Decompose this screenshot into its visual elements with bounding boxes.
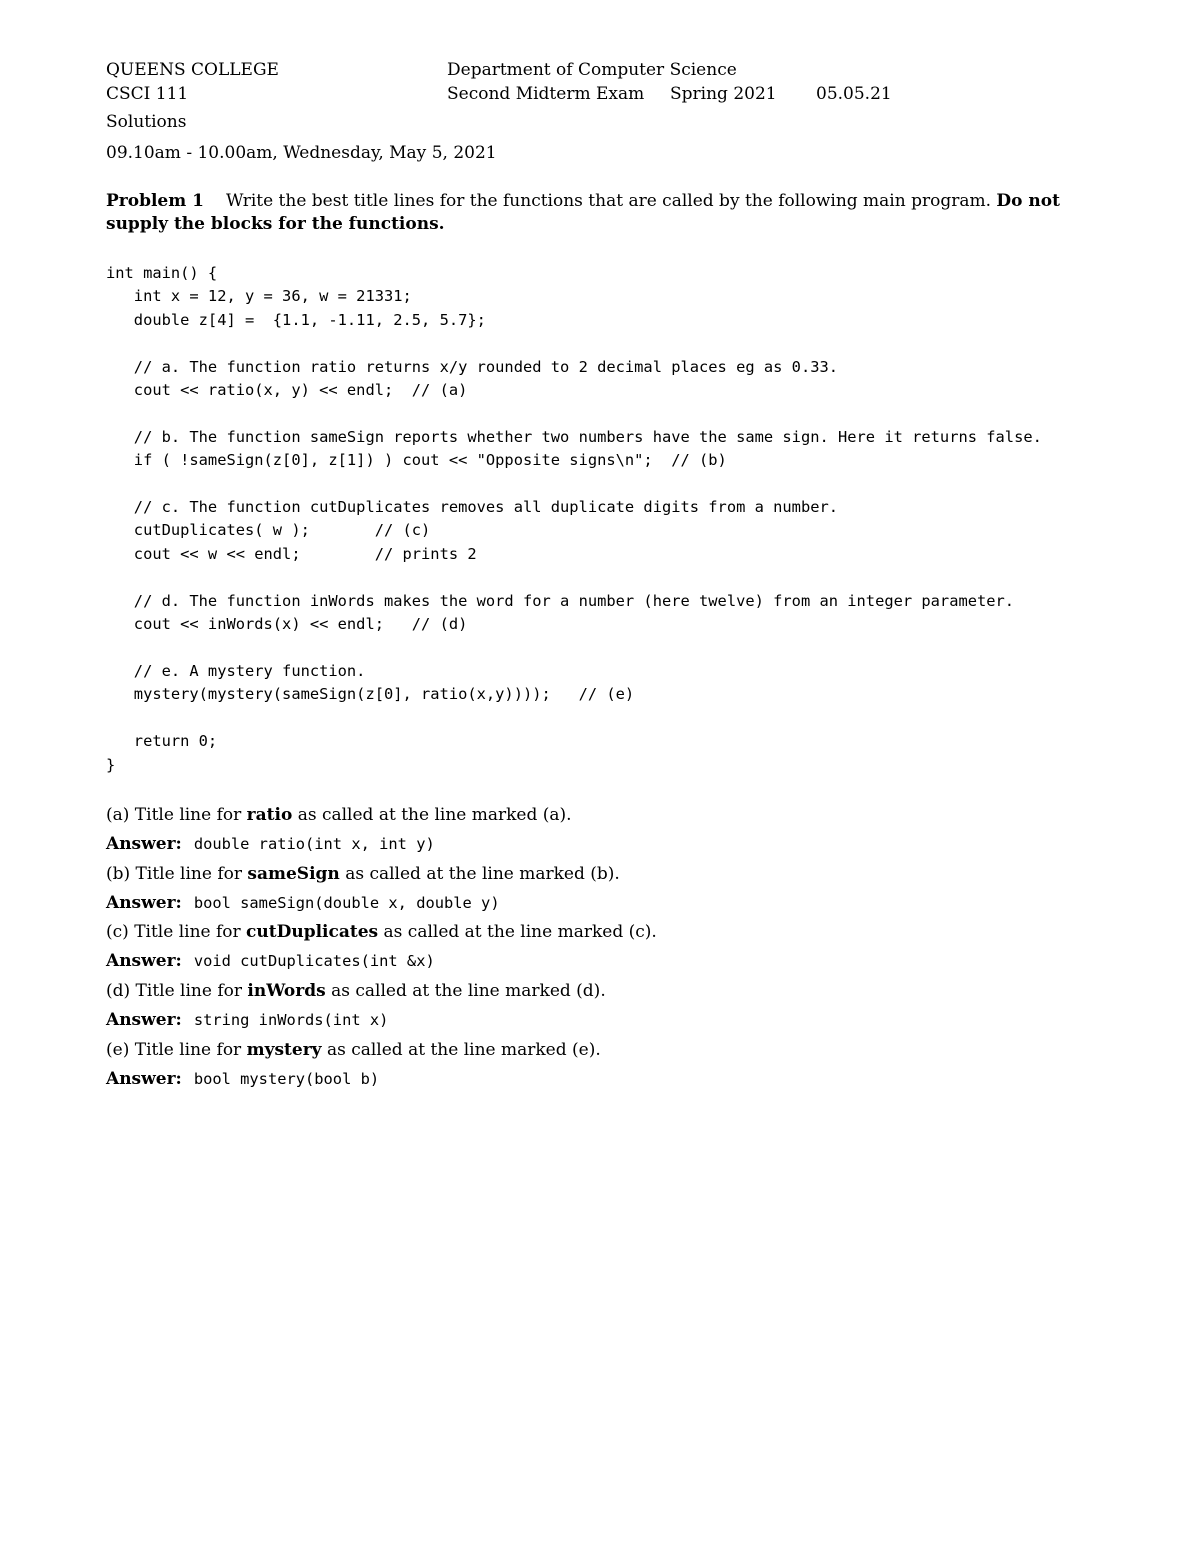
code-line: // b. The function sameSign reports whether two numbers have the same sign. Here it returns false. xyxy=(106,427,1042,446)
answer-a xyxy=(106,833,435,855)
code-line: cutDuplicates( w ); // (c) xyxy=(106,521,431,540)
code-line: double z[4] = {1.1, -1.11, 2.5, 5.7}; xyxy=(106,310,486,329)
function-name: sameSign xyxy=(247,864,340,884)
answer-b xyxy=(106,892,500,914)
answer-code: string inWords(int x) xyxy=(193,1011,389,1029)
answer-code: bool sameSign(double x, double y) xyxy=(193,894,500,912)
function-name: mystery xyxy=(246,1040,322,1060)
function-name: cutDuplicates xyxy=(246,922,379,942)
problem-label: Problem 1 xyxy=(106,191,204,211)
answer-label: Answer: xyxy=(106,834,182,854)
question-d: (d) Title line for inWords as called at the line marked (d). xyxy=(106,981,606,1001)
answer-label: Answer: xyxy=(106,1010,182,1030)
exam-time: 09.10am - 10.00am, Wednesday, May 5, 2021 xyxy=(106,143,497,163)
code-line: // e. A mystery function. xyxy=(106,661,366,680)
code-line: int main() { xyxy=(106,264,218,282)
answer-code: double ratio(int x, int y) xyxy=(193,835,435,853)
problem-statement xyxy=(106,190,1116,236)
question-c: (c) Title line for cutDuplicates as called at the line marked (c). xyxy=(106,922,657,942)
answer-label: Answer: xyxy=(106,951,182,971)
answer-d xyxy=(106,1009,388,1031)
college-name: QUEENS COLLEGE xyxy=(106,60,279,80)
code-line: cout << w << endl; // prints 2 xyxy=(106,544,477,563)
function-name: ratio xyxy=(246,805,293,825)
question-e: (e) Title line for mystery as called at the line marked (e). xyxy=(106,1040,601,1060)
answer-e xyxy=(106,1068,379,1090)
answer-code: bool mystery(bool b) xyxy=(193,1070,380,1088)
answer-label: Answer: xyxy=(106,1069,182,1089)
code-line: } xyxy=(106,755,116,774)
exam-title: Second Midterm Exam xyxy=(447,84,645,104)
code-listing xyxy=(106,262,1042,777)
problem-emphasis: Do not supply the blocks for the functions. xyxy=(106,191,1060,234)
answer-code: void cutDuplicates(int &x) xyxy=(193,952,435,970)
problem-text: Write the best title lines for the functions that are called by the following main program. xyxy=(225,191,992,211)
code-line: // c. The function cutDuplicates removes all duplicate digits from a number. xyxy=(106,498,839,517)
question-b: (b) Title line for sameSign as called at the line marked (b). xyxy=(106,864,620,884)
answer-label: Answer: xyxy=(106,893,182,913)
department-name: Department of Computer Science xyxy=(447,60,737,80)
course-code: CSCI 111 xyxy=(106,84,189,104)
solutions-label: Solutions xyxy=(106,112,187,132)
code-line: if ( !sameSign(z[0], z[1]) ) cout << "Opposite signs\n"; // (b) xyxy=(106,451,727,470)
function-name: inWords xyxy=(247,981,326,1001)
exam-date: 05.05.21 xyxy=(816,84,892,104)
exam-term: Spring 2021 xyxy=(670,84,777,104)
code-line: return 0; xyxy=(106,732,218,751)
code-line: int x = 12, y = 36, w = 21331; xyxy=(106,287,412,306)
code-line: // d. The function inWords makes the word for a number (here twelve) from an integer parameter. xyxy=(106,591,1015,610)
code-line: cout << ratio(x, y) << endl; // (a) xyxy=(106,381,468,400)
code-line: cout << inWords(x) << endl; // (d) xyxy=(106,615,468,634)
question-a: (a) Title line for ratio as called at the line marked (a). xyxy=(106,805,572,825)
answer-c xyxy=(106,950,435,972)
code-line: mystery(mystery(sameSign(z[0], ratio(x,y)))); // (e) xyxy=(106,685,635,704)
code-line: // a. The function ratio returns x/y rounded to 2 decimal places eg as 0.33. xyxy=(106,357,839,376)
